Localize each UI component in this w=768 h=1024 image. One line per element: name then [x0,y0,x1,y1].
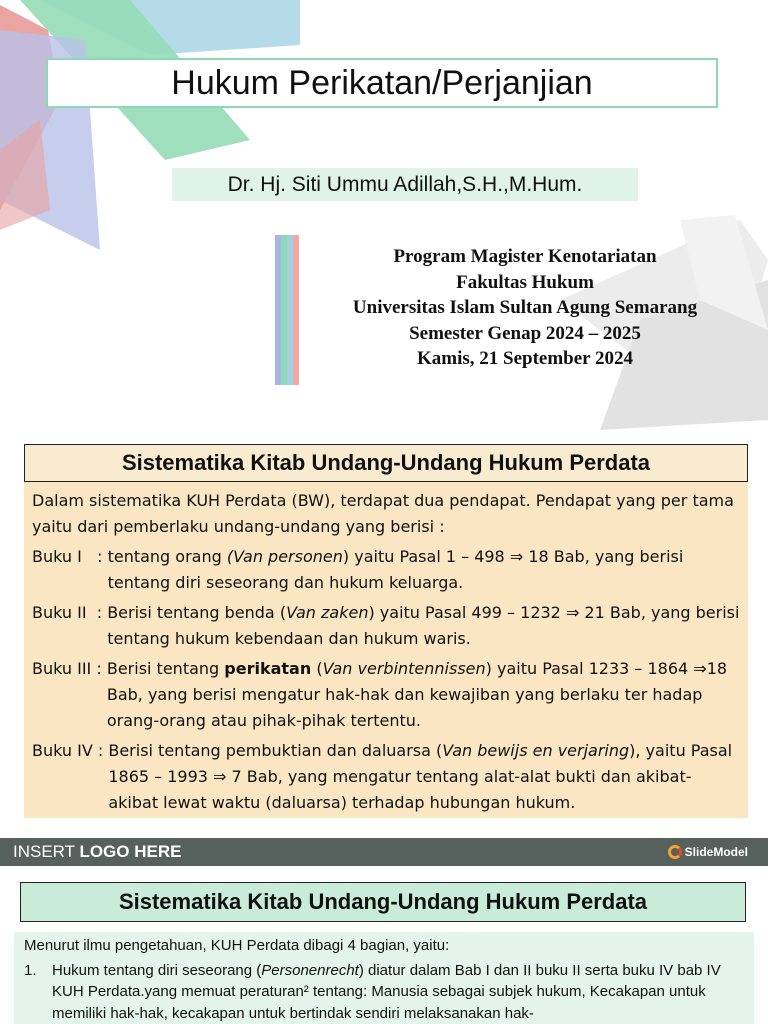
slide-title: Hukum Perikatan/Perjanjian [171,63,593,102]
section-header [20,882,746,922]
book-text: Berisi tentang pembuktian dan daluarsa (Van bewijs en verjaring), yaitu Pasal 1865 – 1993 ⇒ 7 Bab, yang mengatur tentang alat-alat bukti dan akibat-akibat lewat waktu (daluarsa) terhadap hubungan hukum. [108,741,733,812]
brand-mark-icon [668,845,682,859]
book-label: Buku II : [32,603,108,622]
logo-placeholder: INSERT LOGO HERE [13,842,182,861]
footer-bar [0,838,768,866]
brand-logo [668,845,748,859]
list-text: Hukum tentang diri seseorang (Personenrecht) diatur dalam Bab I dan II buku II serta buku IV bab IV KUH Perdata.yang memuat peraturan² tentang: Manusia sebagai subjek hukum, Kecakapan untuk memiliki hak-hak, kecakapan untuk bertindak sendiri melaksanakan hak- [52,961,721,1022]
info-line-program: Program Magister Kenotariatan [393,246,657,267]
book-text: Berisi tentang benda (Van zaken) yaitu Pasal 499 – 1232 ⇒ 21 Bab, yang berisi tentang hukum kebendaan dan hukum waris. [107,603,740,648]
content-panel [24,482,748,818]
section-header [24,444,748,482]
stripe-pink [293,235,299,385]
book-label: Buku III : [32,659,107,678]
info-line-university: Universitas Islam Sultan Agung Semarang [352,297,698,318]
book-item [32,544,740,596]
content-panel [14,932,754,1024]
book-text: Berisi tentang perikatan (Van verbintennissen) yaitu Pasal 1233 – 1864 ⇒18 Bab, yang berisi mengatur hak-hak dan kewajiban yang berlaku ter hadap orang-orang atau pihak-pihak tertentu. [106,659,728,730]
brand-name: SlideModel [684,845,748,859]
book-text: tentang orang (Van personen) yaitu Pasal 1 – 498 ⇒ 18 Bab, yang berisi tentang diri seseorang dan hukum keluarga. [107,547,684,592]
info-line-date: Kamis, 21 September 2024 [416,348,634,369]
program-info [316,244,734,372]
intro-paragraph: Menurut ilmu pengetahuan, KUH Perdata dibagi 4 bagian, yaitu: [24,937,450,954]
author-box [172,168,638,201]
title-slide [0,0,768,432]
info-line-semester: Semester Genap 2024 – 2025 [409,322,641,344]
intro-paragraph: Dalam sistematika KUH Perdata (BW), terdapat dua pendapat. Pendapat yang per tama yaitu dari pemberlaku undang-undang yang berisi : [32,491,734,536]
info-line-faculty: Fakultas Hukum [456,271,594,293]
section-title: Sistematika Kitab Undang-Undang Hukum Perdata [121,450,651,475]
book-item [32,656,740,734]
list-number: 1. [24,961,37,979]
author-name: Dr. Hj. Siti Ummu Adillah,S.H.,M.Hum. [227,172,583,196]
division-slide [0,866,768,1024]
section-title: Sistematika Kitab Undang-Undang Hukum Perdata [118,889,648,914]
book-item [32,738,740,816]
systematics-slide [0,432,768,840]
book-label: Buku IV : [32,741,109,760]
slide-title-box [46,58,718,108]
book-item [32,600,740,652]
book-label: Buku I : [32,547,108,566]
list-item [24,960,746,1024]
color-stripes [275,235,299,385]
